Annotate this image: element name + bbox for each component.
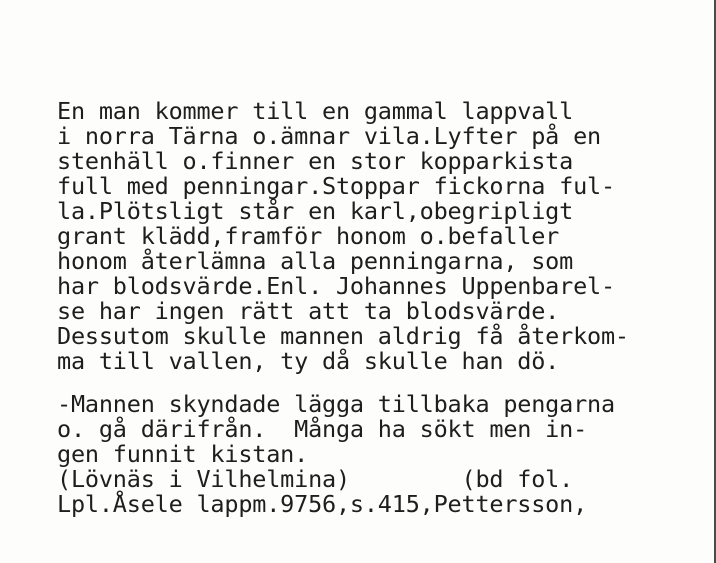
text-line: se har ingen rätt att ta blodsvärde. (57, 297, 560, 325)
text-line: full med penningar.Stoppar fickorna ful- (57, 172, 615, 200)
text-line: i norra Tärna o.ämnar vila.Lyfter på en (57, 122, 601, 150)
text-line: o. gå därifrån. Många ha sökt men in- (57, 415, 588, 443)
text-line: honom återlämna alla penningarna, som (57, 247, 574, 275)
text-line: stenhäll o.finner en stor kopparkista (57, 147, 574, 175)
text-line: la.Plötsligt står en karl,obegripligt (57, 197, 574, 225)
text-line: Dessutom skulle mannen aldrig få återkom- (57, 322, 629, 350)
text-line: Lpl.Åsele lappm.9756,s.415,Pettersson, (57, 490, 588, 518)
text-line: En man kommer till en gammal lappvall (57, 97, 574, 125)
text-line: (Lövnäs i Vilhelmina) (bd fol. (57, 465, 574, 493)
text-line: grant klädd,framför honom o.befaller (57, 222, 560, 250)
text-line: ma till vallen, ty då skulle han dö. (57, 347, 560, 375)
text-line: har blodsvärde.Enl. Johannes Uppenbarel- (57, 272, 615, 300)
text-line: gen funnit kistan. (57, 440, 309, 468)
text-line: -Mannen skyndade lägga tillbaka pengarna (57, 390, 615, 418)
